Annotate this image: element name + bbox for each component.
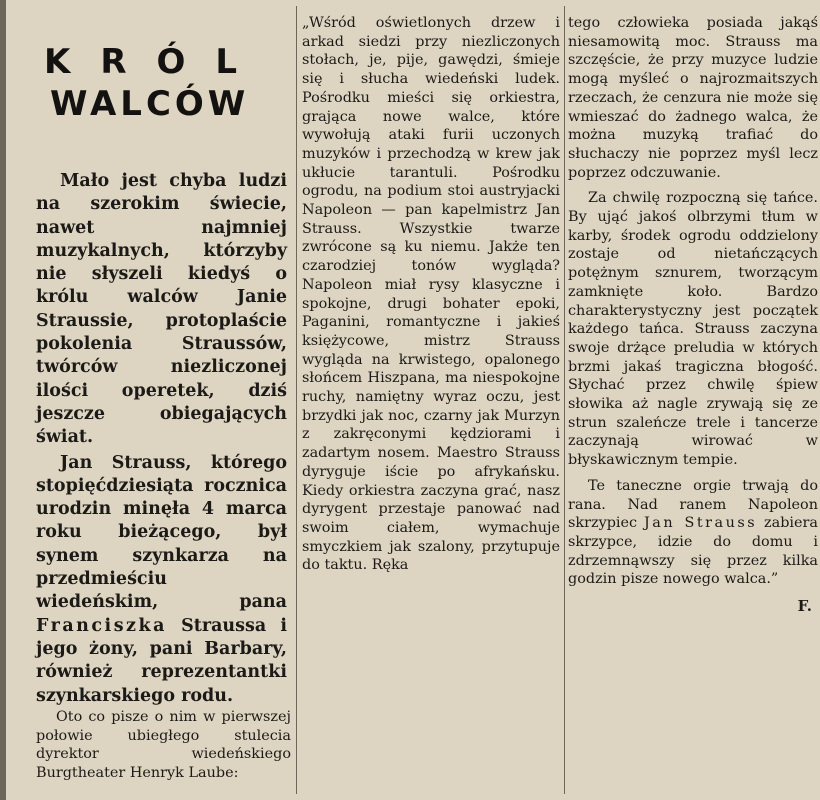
- body-text-b: zabiera skrzypce, idzie do domu i zdrzemnąwszy się przez kilka godzin pisze nowego walca.”: [568, 515, 818, 588]
- spaced-name: Jan Strauss: [643, 515, 758, 532]
- spaced-name: Franciszka: [36, 615, 167, 636]
- quote-paragraph: „Wśród oświetlonych drzew i arkad siedzi przy niezliczonych stołach, je, pije, gawędzi, śmieje się i słucha wiedeński ludek. Pośrodku mieści się orkiestra, grająca nowe walce, które wywołują ataki furii uczonych muzyków i przechodzą w krew jak ukłucie tarantuli. Pośrodku ogrodu, na podium stoi austryjacki Napoleon — pan kapelmistrz Jan Strauss. Wszystkie twarze zwrócone są ku niemu. Jakże ten czarodziej tonów wygląda? Napoleon miał rysy klasyczne i spokojne, drugi bohater epoki, Paganini, romantyczne i jakieś księżycowe, mistrz Strauss wygląda na krwistego, opalonego słońcem Hiszpana, ma niespokojne ruchy, namiętny wyraz oczu, jest brzydki jak noc, czarny jak Murzyn z zakręconymi kędziorami i zadartym nosem. Maestro Strauss dyryguje iście po afrykańsku. Kiedy orkiestra zaczyna grać, nasz dyrygent przestaje panować nad swoim ciałem, wymachuje smyczkiem jak szalony, przytupuje do taktu. Ręka: [302, 15, 560, 574]
- author-signature: F.: [797, 597, 812, 616]
- lead-text-b: Straussa i jego żony, pani Barbary, również reprezentantki szynkarskiego rodu.: [36, 615, 287, 706]
- column-rule: [564, 6, 565, 794]
- lead-text-a: Jan Strauss, którego stopięćdziesiąta rocznica urodzin minęła 4 marca roku bieżącego, był synem szynkarza na przedmieściu wiedeńskim, pana: [36, 452, 287, 613]
- body-paragraph-3: [568, 477, 818, 589]
- title-line-1: KRÓL: [44, 42, 268, 82]
- column-3: [568, 0, 818, 800]
- article-title: [36, 42, 291, 126]
- body-paragraph-2: Za chwilę rozpoczną się tańce. By ująć jakoś olbrzymi tłum w karby, środek ogrodu oddzielony zostaje od nietańczących potężnym sznurem, tworzącym zamknięte koło. Bardzo charakterystyczny jest początek każdego tańca. Strauss zaczyna swoje drżące preludia w których brzmi jakaś tragiczna błogość. Słychać przez chwilę śpiew słowika aż nagle zrywają się ze strun szaleńcze trele i tancerze zaczynają wirować w błyskawicznym tempie.: [568, 190, 818, 469]
- column-rule: [296, 6, 297, 794]
- lead-paragraph-2: [36, 452, 287, 708]
- body-text-a: Te taneczne orgie trwają do rana. Nad ranem Napoleon skrzypiec: [568, 477, 818, 532]
- intro-paragraph: Oto co pisze o nim w pierwszej połowie ubiegłego stulecia dyrektor wiedeńskiego Burgtheater Henryk Laube:: [36, 708, 291, 781]
- body-paragraph-1: tego człowieka posiada jakąś niesamowitą moc. Strauss ma szczęście, że przy muzyce ludzie mogą myśleć o najrozmaitszych rzeczach, że cenzura nie może się wmieszać do żadnego walca, że można muzyką trafiać do słuchaczy nie poprzez myśl lecz poprzez odczuwanie.: [568, 15, 818, 181]
- column-2: [302, 0, 560, 800]
- title-line-2: WALCÓW: [50, 84, 250, 124]
- column-1: [36, 0, 291, 800]
- lead-paragraph-1: Mało jest chyba ludzi na szerokim świecie, nawet najmniej muzykalnych, którzyby nie słyszeli kiedyś o królu walców Janie Straussie, protoplaście pokolenia Straussów, twórców niezliczonej ilości operetek, dziś jeszcze obiegających świat.: [36, 171, 287, 448]
- article-lead: [36, 170, 291, 708]
